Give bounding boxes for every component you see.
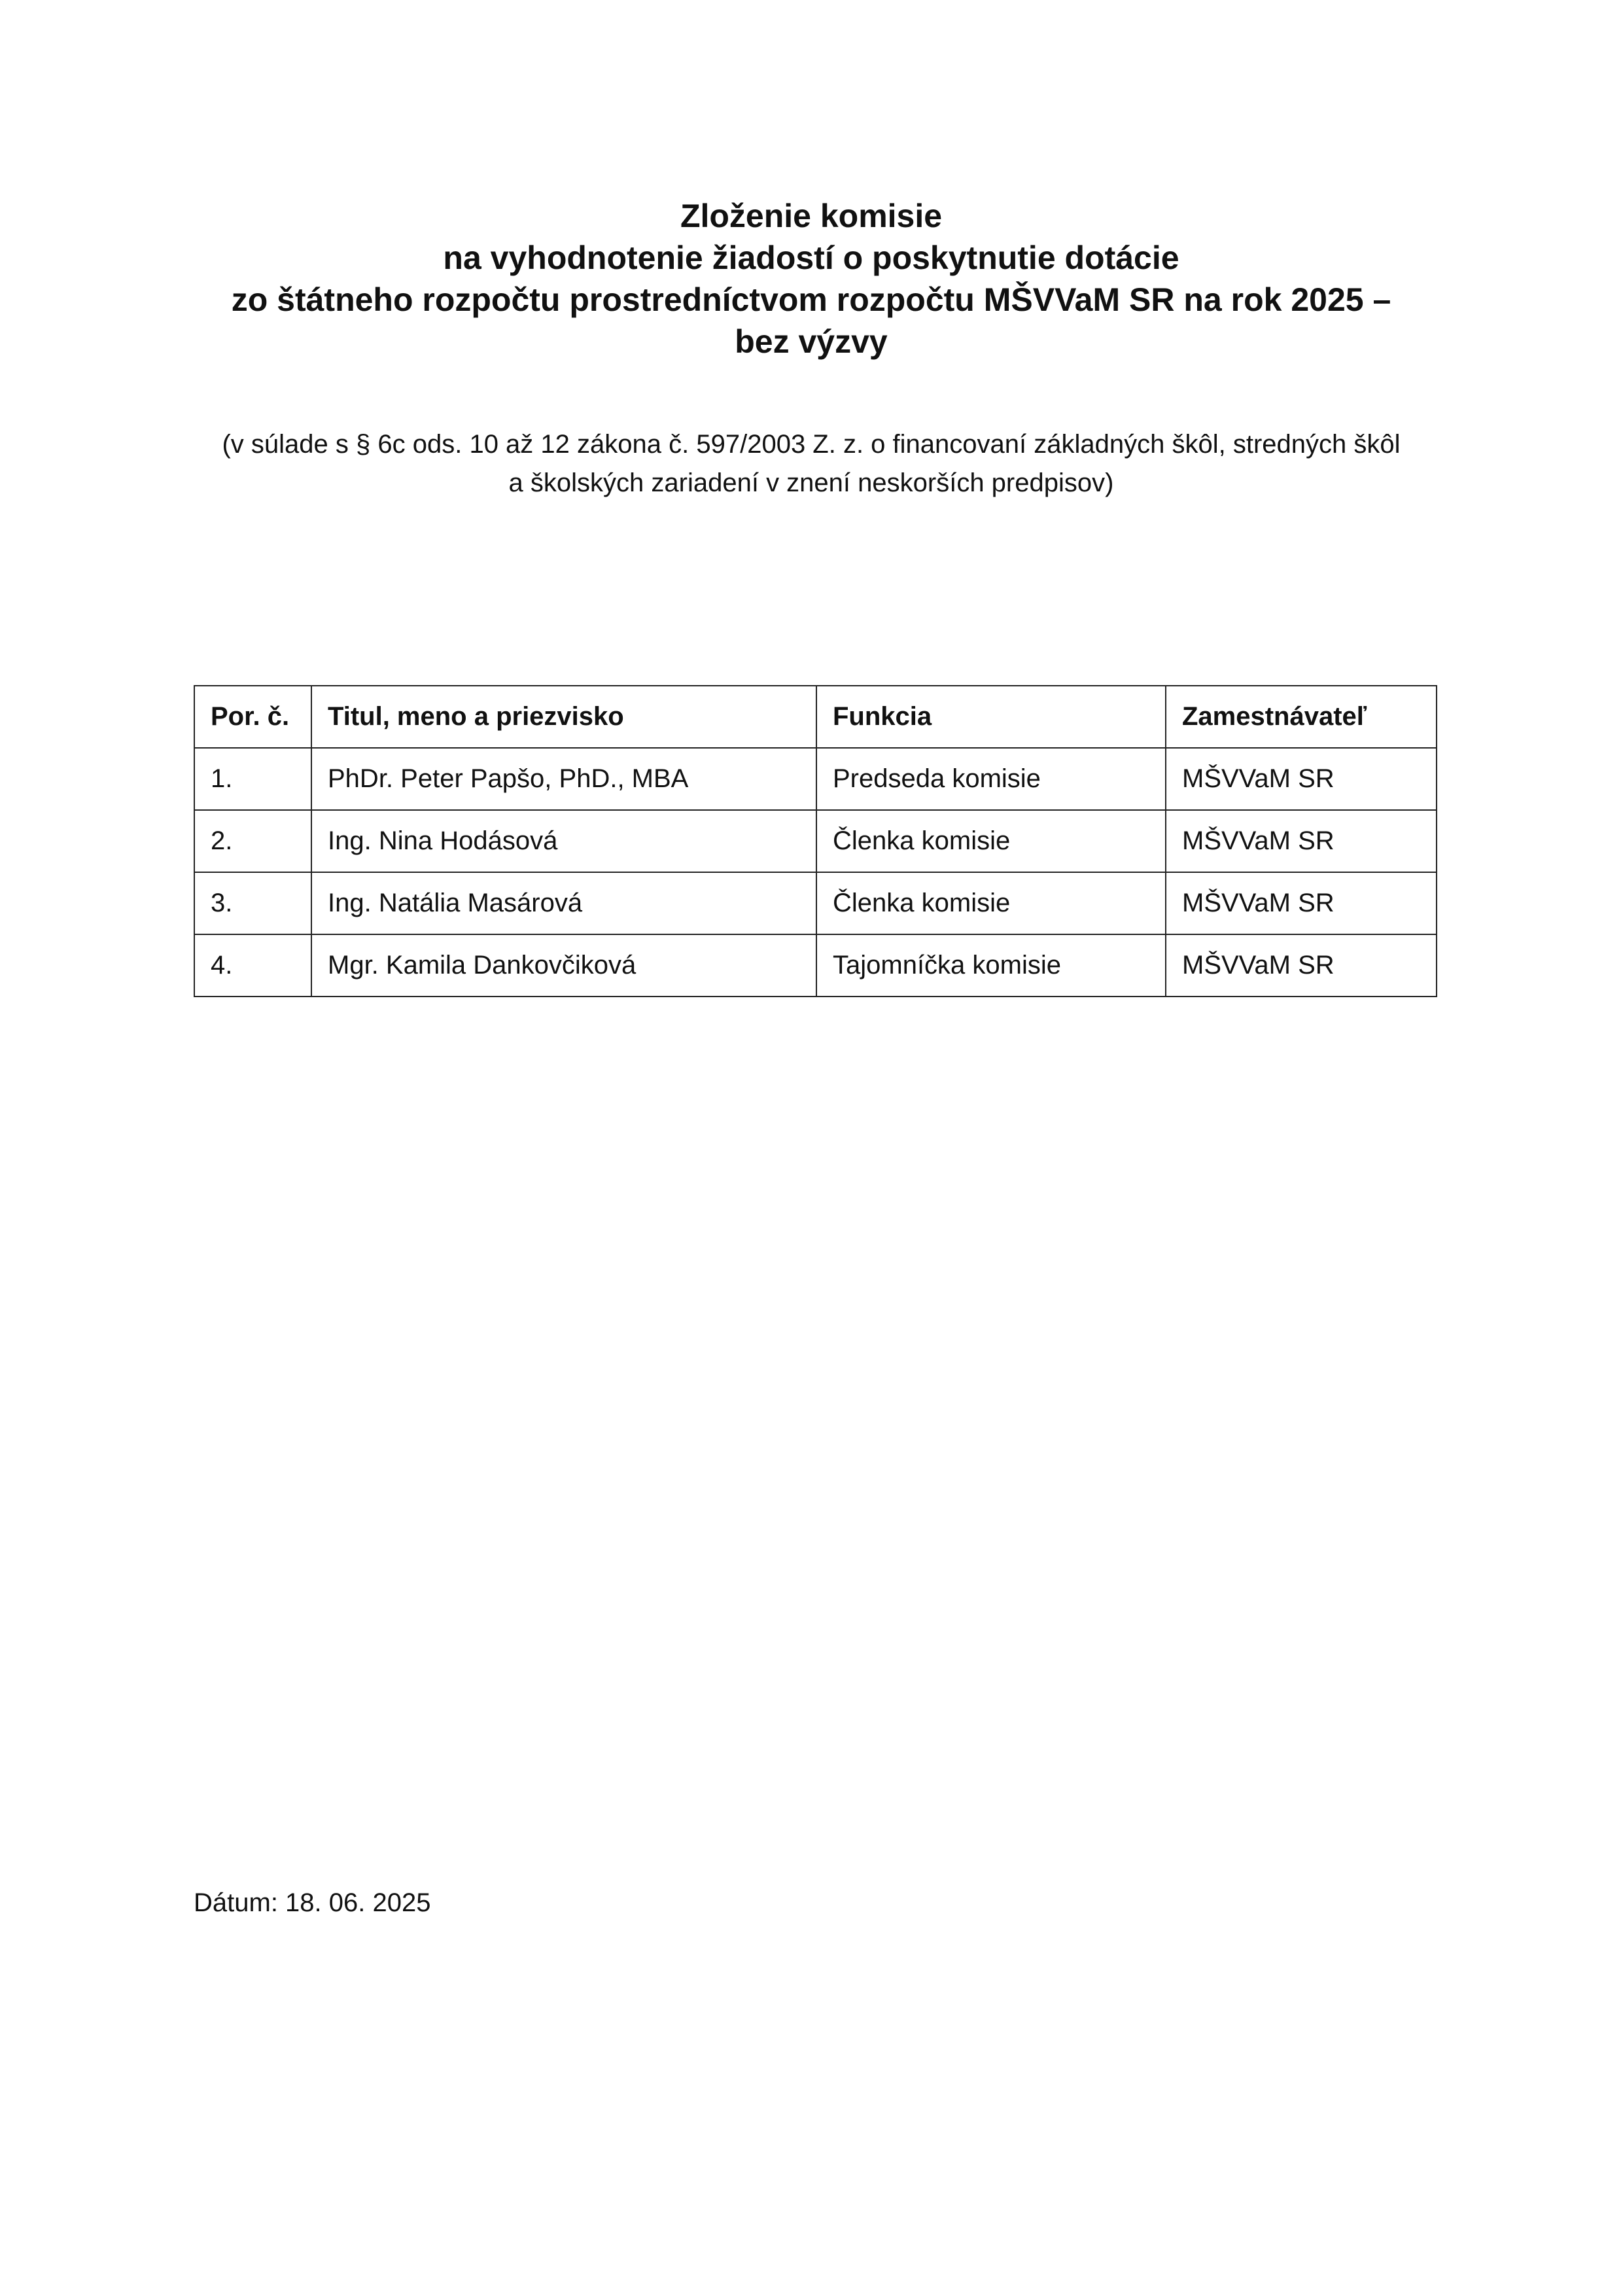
- header-employer: Zamestnávateľ: [1166, 686, 1437, 748]
- legal-reference: [157, 425, 1465, 503]
- title-line: na vyhodnotenie žiadostí o poskytnutie dotácie: [443, 239, 1179, 276]
- cell-order-number: 3.: [194, 872, 311, 934]
- committee-table: [194, 685, 1437, 997]
- cell-order-number: 2.: [194, 810, 311, 872]
- title-line: bez výzvy: [735, 323, 888, 360]
- cell-name: PhDr. Peter Papšo, PhD., MBA: [311, 748, 816, 810]
- table-row: [194, 810, 1437, 872]
- cell-function: Členka komisie: [816, 872, 1166, 934]
- cell-employer: MŠVVaM SR: [1166, 810, 1437, 872]
- title-line: zo štátneho rozpočtu prostredníctvom rozpočtu MŠVVaM SR na rok 2025 –: [231, 281, 1391, 318]
- cell-function: Členka komisie: [816, 810, 1166, 872]
- table-row: [194, 934, 1437, 997]
- legal-reference-line: (v súlade s § 6c ods. 10 až 12 zákona č. 597/2003 Z. z. o financovaní základných škôl, stredných škôl: [222, 430, 1401, 459]
- cell-name: Mgr. Kamila Dankovčiková: [311, 934, 816, 997]
- cell-order-number: 1.: [194, 748, 311, 810]
- cell-function: Predseda komisie: [816, 748, 1166, 810]
- table-row: [194, 872, 1437, 934]
- cell-employer: MŠVVaM SR: [1166, 872, 1437, 934]
- header-function: Funkcia: [816, 686, 1166, 748]
- table-row: [194, 748, 1437, 810]
- header-order-number: Por. č.: [194, 686, 311, 748]
- header-name: Titul, meno a priezvisko: [311, 686, 816, 748]
- document-date: Dátum: 18. 06. 2025: [194, 1888, 431, 1917]
- cell-name: Ing. Nina Hodásová: [311, 810, 816, 872]
- legal-reference-line: a školských zariadení v znení neskorších predpisov): [508, 468, 1114, 497]
- cell-name: Ing. Natália Masárová: [311, 872, 816, 934]
- table-header-row: [194, 686, 1437, 748]
- document-title: [157, 195, 1465, 362]
- cell-employer: MŠVVaM SR: [1166, 748, 1437, 810]
- title-line: Zloženie komisie: [680, 198, 943, 234]
- cell-function: Tajomníčka komisie: [816, 934, 1166, 997]
- cell-employer: MŠVVaM SR: [1166, 934, 1437, 997]
- cell-order-number: 4.: [194, 934, 311, 997]
